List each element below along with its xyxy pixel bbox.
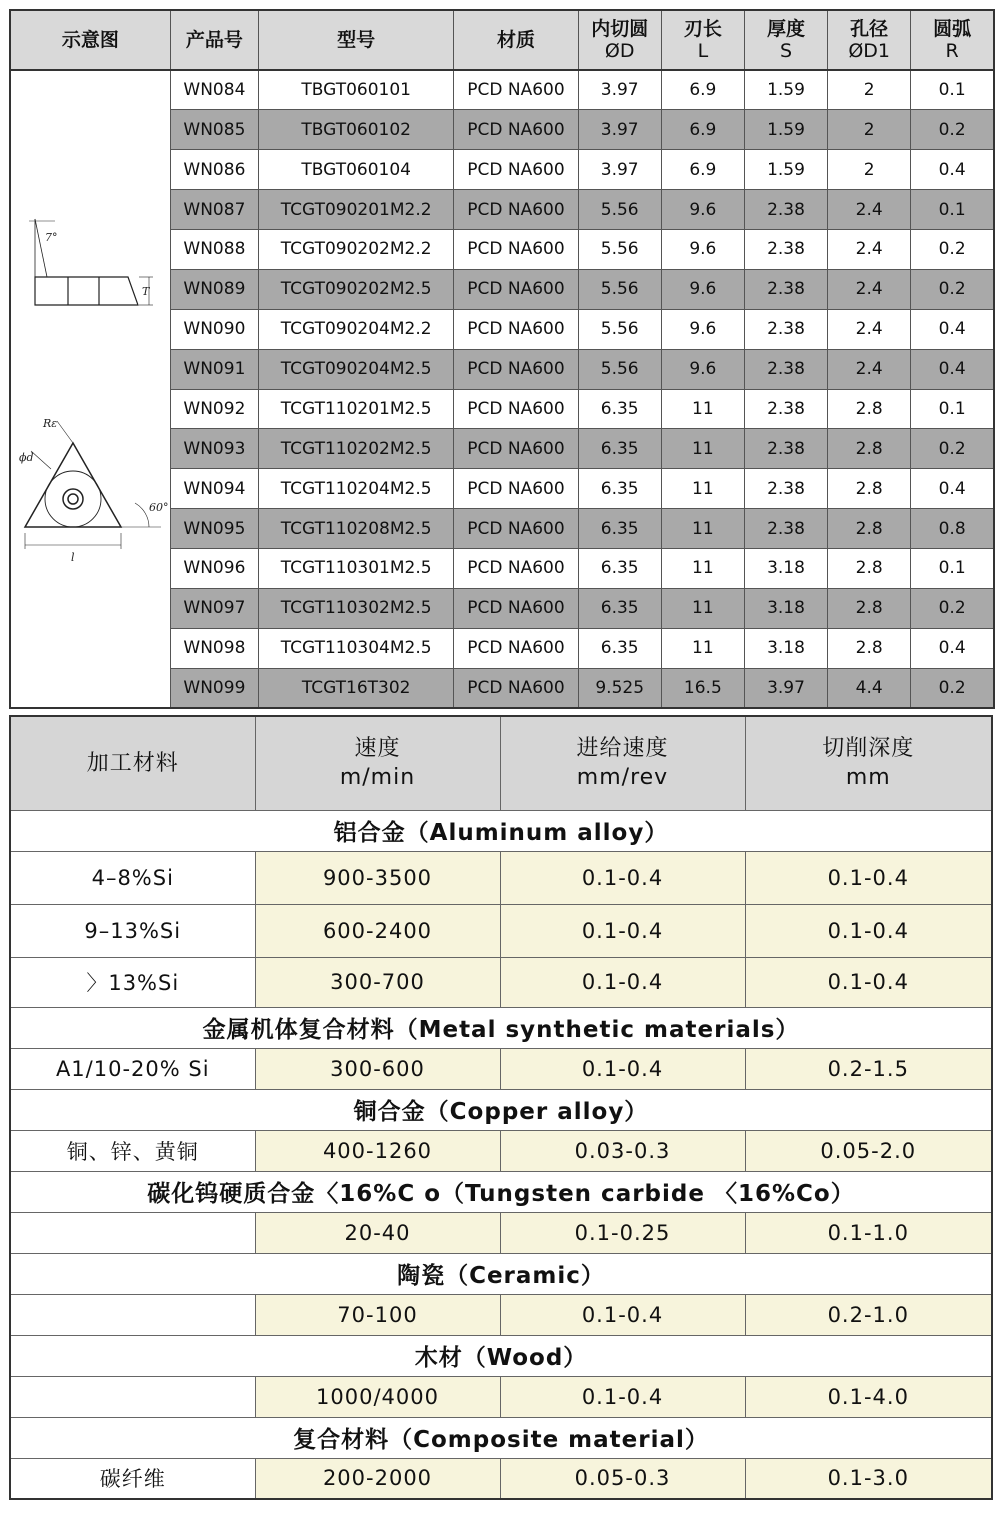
radius-cell: 0.4 [911, 309, 994, 349]
depth-cell: 0.1-0.4 [745, 904, 992, 957]
header-r-title: 圆弧 [933, 18, 972, 40]
insert-diagram-cell [10, 70, 170, 708]
insert-side-view [35, 277, 138, 305]
header-model: 型号 [258, 10, 453, 70]
radius-cell: 0.1 [911, 190, 994, 230]
model-cell: TCGT110201M2.5 [258, 389, 453, 429]
hole-diameter-cell: 2.4 [828, 190, 911, 230]
material-cell: 9–13%Si [10, 904, 255, 957]
thickness-cell: 3.97 [744, 668, 827, 708]
header-diagram: 示意图 [10, 10, 170, 70]
material-group-title: 铜合金（Copper alloy） [10, 1089, 992, 1130]
length-cell: 9.6 [661, 269, 744, 309]
material-cell: PCD NA600 [454, 509, 578, 549]
table-row [10, 851, 992, 904]
material-cell: PCD NA600 [454, 230, 578, 270]
material-group-row [10, 1089, 992, 1130]
speed-cell: 300-700 [255, 957, 500, 1007]
radius-cell: 0.2 [911, 110, 994, 150]
hole-diameter-cell: 2 [828, 70, 911, 110]
material-cell: PCD NA600 [454, 309, 578, 349]
thickness-cell: 3.18 [744, 549, 827, 589]
thickness-cell: 2.38 [744, 269, 827, 309]
material-group-title: 铝合金（Aluminum alloy） [10, 810, 992, 851]
product-table [9, 9, 995, 709]
header-edge-length [661, 10, 744, 70]
table-row [10, 1212, 992, 1253]
diameter-cell: 6.35 [578, 469, 661, 509]
length-cell: 11 [661, 469, 744, 509]
material-cell: A1/10-20% Si [10, 1048, 255, 1089]
hole-diameter-cell: 2.8 [828, 469, 911, 509]
header-hole-diameter [828, 10, 911, 70]
length-cell: 6.9 [661, 110, 744, 150]
length-cell: 11 [661, 628, 744, 668]
feed-cell: 0.1-0.4 [500, 851, 745, 904]
material-cell [10, 1376, 255, 1417]
hole-diameter-cell: 2.8 [828, 549, 911, 589]
feed-cell: 0.1-0.4 [500, 1376, 745, 1417]
radius-cell: 0.1 [911, 549, 994, 589]
material-group-row [10, 1335, 992, 1376]
header-l-sub: L [697, 40, 709, 62]
hole-diameter-cell: 2 [828, 150, 911, 190]
material-group-title: 金属机体复合材料（Metal synthetic materials） [10, 1007, 992, 1048]
length-cell: 6.9 [661, 70, 744, 110]
radius-cell: 0.2 [911, 429, 994, 469]
radius-cell: 0.2 [911, 668, 994, 708]
radius-cell: 0.2 [911, 269, 994, 309]
side-thickness-label: T [142, 285, 150, 298]
model-cell: TBGT060104 [258, 150, 453, 190]
material-cell: PCD NA600 [454, 469, 578, 509]
model-cell: TCGT110208M2.5 [258, 509, 453, 549]
diameter-cell: 6.35 [578, 549, 661, 589]
material-group-row [10, 1007, 992, 1048]
header-depth-unit: mm [845, 765, 891, 791]
material-cell: 〉13%Si [10, 957, 255, 1007]
product-no-cell: WN094 [170, 469, 258, 509]
feed-cell: 0.1-0.4 [500, 957, 745, 1007]
material-group-row [10, 810, 992, 851]
radius-cell: 0.4 [911, 628, 994, 668]
model-cell: TCGT110304M2.5 [258, 628, 453, 668]
depth-cell: 0.1-0.4 [745, 957, 992, 1007]
header-l-title: 刃长 [683, 18, 722, 40]
hole-diameter-cell: 2.8 [828, 429, 911, 469]
hole-diameter-cell: 2.8 [828, 628, 911, 668]
radius-cell: 0.8 [911, 509, 994, 549]
thickness-cell: 1.59 [744, 150, 827, 190]
thickness-cell: 2.38 [744, 309, 827, 349]
table-row [10, 1458, 992, 1499]
product-no-cell: WN091 [170, 349, 258, 389]
length-cell: 6.9 [661, 150, 744, 190]
thickness-cell: 2.38 [744, 429, 827, 469]
depth-cell: 0.1-1.0 [745, 1212, 992, 1253]
model-cell: TCGT110204M2.5 [258, 469, 453, 509]
model-cell: TCGT090202M2.5 [258, 269, 453, 309]
model-cell: TCGT110202M2.5 [258, 429, 453, 469]
header-s-title: 厚度 [767, 18, 806, 40]
product-no-cell: WN096 [170, 549, 258, 589]
hole-diameter-cell: 2.4 [828, 269, 911, 309]
table-row [10, 70, 994, 110]
depth-cell: 0.1-3.0 [745, 1458, 992, 1499]
speed-cell: 600-2400 [255, 904, 500, 957]
feed-cell: 0.1-0.25 [500, 1212, 745, 1253]
header-d1-title: 孔径 [850, 18, 889, 40]
header-speed-title: 速度 [354, 736, 401, 762]
header-s-sub: S [779, 40, 793, 62]
header-speed-unit: m/min [339, 765, 416, 791]
hole-diameter-cell: 4.4 [828, 668, 911, 708]
model-cell: TCGT090201M2.2 [258, 190, 453, 230]
header-feed [500, 716, 745, 810]
product-no-cell: WN089 [170, 269, 258, 309]
radius-cell: 0.1 [911, 389, 994, 429]
hole-diameter-cell: 2.8 [828, 509, 911, 549]
diameter-cell: 5.56 [578, 230, 661, 270]
diameter-cell: 5.56 [578, 269, 661, 309]
product-no-cell: WN088 [170, 230, 258, 270]
length-cell: 9.6 [661, 349, 744, 389]
length-cell: 9.6 [661, 230, 744, 270]
material-cell: 铜、锌、黄铜 [10, 1130, 255, 1171]
speed-cell: 300-600 [255, 1048, 500, 1089]
radius-cell: 0.2 [911, 230, 994, 270]
header-feed-unit: mm/rev [576, 765, 669, 791]
depth-cell: 0.1-0.4 [745, 851, 992, 904]
diameter-cell: 5.56 [578, 190, 661, 230]
material-cell [10, 1294, 255, 1335]
model-cell: TCGT16T302 [258, 668, 453, 708]
table-row [10, 1130, 992, 1171]
material-cell: PCD NA600 [454, 628, 578, 668]
diameter-cell: 6.35 [578, 389, 661, 429]
material-cell: PCD NA600 [454, 588, 578, 628]
insert-top-view [25, 443, 121, 527]
feed-cell: 0.03-0.3 [500, 1130, 745, 1171]
speed-cell: 400-1260 [255, 1130, 500, 1171]
product-no-cell: WN085 [170, 110, 258, 150]
speed-cell: 70-100 [255, 1294, 500, 1335]
diameter-cell: 6.35 [578, 429, 661, 469]
header-feed-title: 进给速度 [576, 736, 669, 762]
product-no-cell: WN092 [170, 389, 258, 429]
cutting-parameters-table [9, 715, 993, 1500]
length-cell: 9.6 [661, 309, 744, 349]
radius-cell: 0.4 [911, 349, 994, 389]
material-cell: PCD NA600 [454, 549, 578, 589]
header-material: 材质 [454, 10, 578, 70]
thickness-cell: 3.18 [744, 588, 827, 628]
header-radius [911, 10, 994, 70]
model-cell: TBGT060101 [258, 70, 453, 110]
material-cell: PCD NA600 [454, 110, 578, 150]
header-product-no: 产品号 [170, 10, 258, 70]
radius-cell: 0.4 [911, 469, 994, 509]
header-d-title: 内切圆 [591, 18, 649, 40]
feed-cell: 0.05-0.3 [500, 1458, 745, 1499]
hole-diameter-cell: 2.4 [828, 309, 911, 349]
feed-cell: 0.1-0.4 [500, 1048, 745, 1089]
length-cell: 16.5 [661, 668, 744, 708]
material-group-title: 陶瓷（Ceramic） [10, 1253, 992, 1294]
hole-diameter-cell: 2.8 [828, 588, 911, 628]
header-d1-sub: ØD1 [848, 40, 891, 62]
depth-cell: 0.2-1.0 [745, 1294, 992, 1335]
speed-cell: 900-3500 [255, 851, 500, 904]
product-no-cell: WN097 [170, 588, 258, 628]
feed-cell: 0.1-0.4 [500, 1294, 745, 1335]
hole-diameter-cell: 2.4 [828, 349, 911, 389]
header-thickness [744, 10, 827, 70]
feed-cell: 0.1-0.4 [500, 904, 745, 957]
product-table-body [10, 70, 994, 708]
diameter-cell: 3.97 [578, 150, 661, 190]
thickness-cell: 2.38 [744, 389, 827, 429]
thickness-cell: 2.38 [744, 230, 827, 270]
product-no-cell: WN093 [170, 429, 258, 469]
hole-diameter-cell: 2.8 [828, 389, 911, 429]
length-cell: 11 [661, 389, 744, 429]
model-cell: TCGT090202M2.2 [258, 230, 453, 270]
material-cell: PCD NA600 [454, 70, 578, 110]
side-angle-label: 7° [45, 231, 58, 244]
material-group-title: 木材（Wood） [10, 1335, 992, 1376]
table-row [10, 1294, 992, 1335]
header-processing-material: 加工材料 [10, 716, 255, 810]
model-cell: TCGT110301M2.5 [258, 549, 453, 589]
model-cell: TCGT090204M2.5 [258, 349, 453, 389]
speed-cell: 1000/4000 [255, 1376, 500, 1417]
header-d-sub: ØD [604, 40, 635, 62]
product-no-cell: WN099 [170, 668, 258, 708]
thickness-cell: 2.38 [744, 509, 827, 549]
model-cell: TCGT110302M2.5 [258, 588, 453, 628]
diameter-cell: 5.56 [578, 349, 661, 389]
material-group-title: 碳化钨硬质合金〈16%C o（Tungsten carbide 〈16%Co） [10, 1171, 992, 1212]
product-table-header [10, 10, 994, 70]
thickness-cell: 2.38 [744, 190, 827, 230]
diameter-cell: 3.97 [578, 110, 661, 150]
diameter-cell: 9.525 [578, 668, 661, 708]
radius-label: Rε [43, 417, 58, 430]
hole-diameter-cell: 2 [828, 110, 911, 150]
diameter-cell: 5.56 [578, 309, 661, 349]
thickness-cell: 1.59 [744, 110, 827, 150]
angle-label: 60° [149, 501, 169, 514]
diameter-label: ϕd [19, 451, 34, 464]
material-cell: PCD NA600 [454, 150, 578, 190]
diameter-cell: 6.35 [578, 628, 661, 668]
material-cell: 碳纤维 [10, 1458, 255, 1499]
material-cell: PCD NA600 [454, 349, 578, 389]
depth-cell: 0.1-4.0 [745, 1376, 992, 1417]
table-row [10, 957, 992, 1007]
length-cell: 11 [661, 588, 744, 628]
material-group-row [10, 1171, 992, 1212]
material-group-row [10, 1417, 992, 1458]
thickness-cell: 2.38 [744, 349, 827, 389]
length-cell: 11 [661, 509, 744, 549]
length-cell: 9.6 [661, 190, 744, 230]
material-cell: PCD NA600 [454, 429, 578, 469]
cutting-table-header [10, 716, 992, 810]
material-cell: 4–8%Si [10, 851, 255, 904]
product-no-cell: WN086 [170, 150, 258, 190]
table-row [10, 1376, 992, 1417]
diameter-cell: 3.97 [578, 70, 661, 110]
speed-cell: 20-40 [255, 1212, 500, 1253]
product-no-cell: WN098 [170, 628, 258, 668]
thickness-cell: 3.18 [744, 628, 827, 668]
radius-cell: 0.4 [911, 150, 994, 190]
material-group-title: 复合材料（Composite material） [10, 1417, 992, 1458]
model-cell: TCGT090204M2.2 [258, 309, 453, 349]
cutting-table-body [10, 810, 992, 1499]
insert-diagram [11, 71, 169, 707]
table-row [10, 1048, 992, 1089]
depth-cell: 0.2-1.5 [745, 1048, 992, 1089]
model-cell: TBGT060102 [258, 110, 453, 150]
length-cell: 11 [661, 429, 744, 469]
product-no-cell: WN090 [170, 309, 258, 349]
length-cell: 11 [661, 549, 744, 589]
table-row [10, 904, 992, 957]
thickness-cell: 1.59 [744, 70, 827, 110]
header-inscribed-diameter [578, 10, 661, 70]
radius-cell: 0.2 [911, 588, 994, 628]
diameter-cell: 6.35 [578, 588, 661, 628]
product-no-cell: WN087 [170, 190, 258, 230]
speed-cell: 200-2000 [255, 1458, 500, 1499]
length-label: l [71, 551, 75, 564]
material-cell: PCD NA600 [454, 269, 578, 309]
depth-cell: 0.05-2.0 [745, 1130, 992, 1171]
header-depth-title: 切削深度 [822, 736, 915, 762]
material-group-row [10, 1253, 992, 1294]
material-cell: PCD NA600 [454, 190, 578, 230]
material-cell: PCD NA600 [454, 389, 578, 429]
diameter-cell: 6.35 [578, 509, 661, 549]
radius-cell: 0.1 [911, 70, 994, 110]
material-cell [10, 1212, 255, 1253]
product-no-cell: WN084 [170, 70, 258, 110]
thickness-cell: 2.38 [744, 469, 827, 509]
material-cell: PCD NA600 [454, 668, 578, 708]
product-no-cell: WN095 [170, 509, 258, 549]
header-depth [745, 716, 992, 810]
header-r-sub: R [945, 40, 959, 62]
hole-diameter-cell: 2.4 [828, 230, 911, 270]
header-speed [255, 716, 500, 810]
